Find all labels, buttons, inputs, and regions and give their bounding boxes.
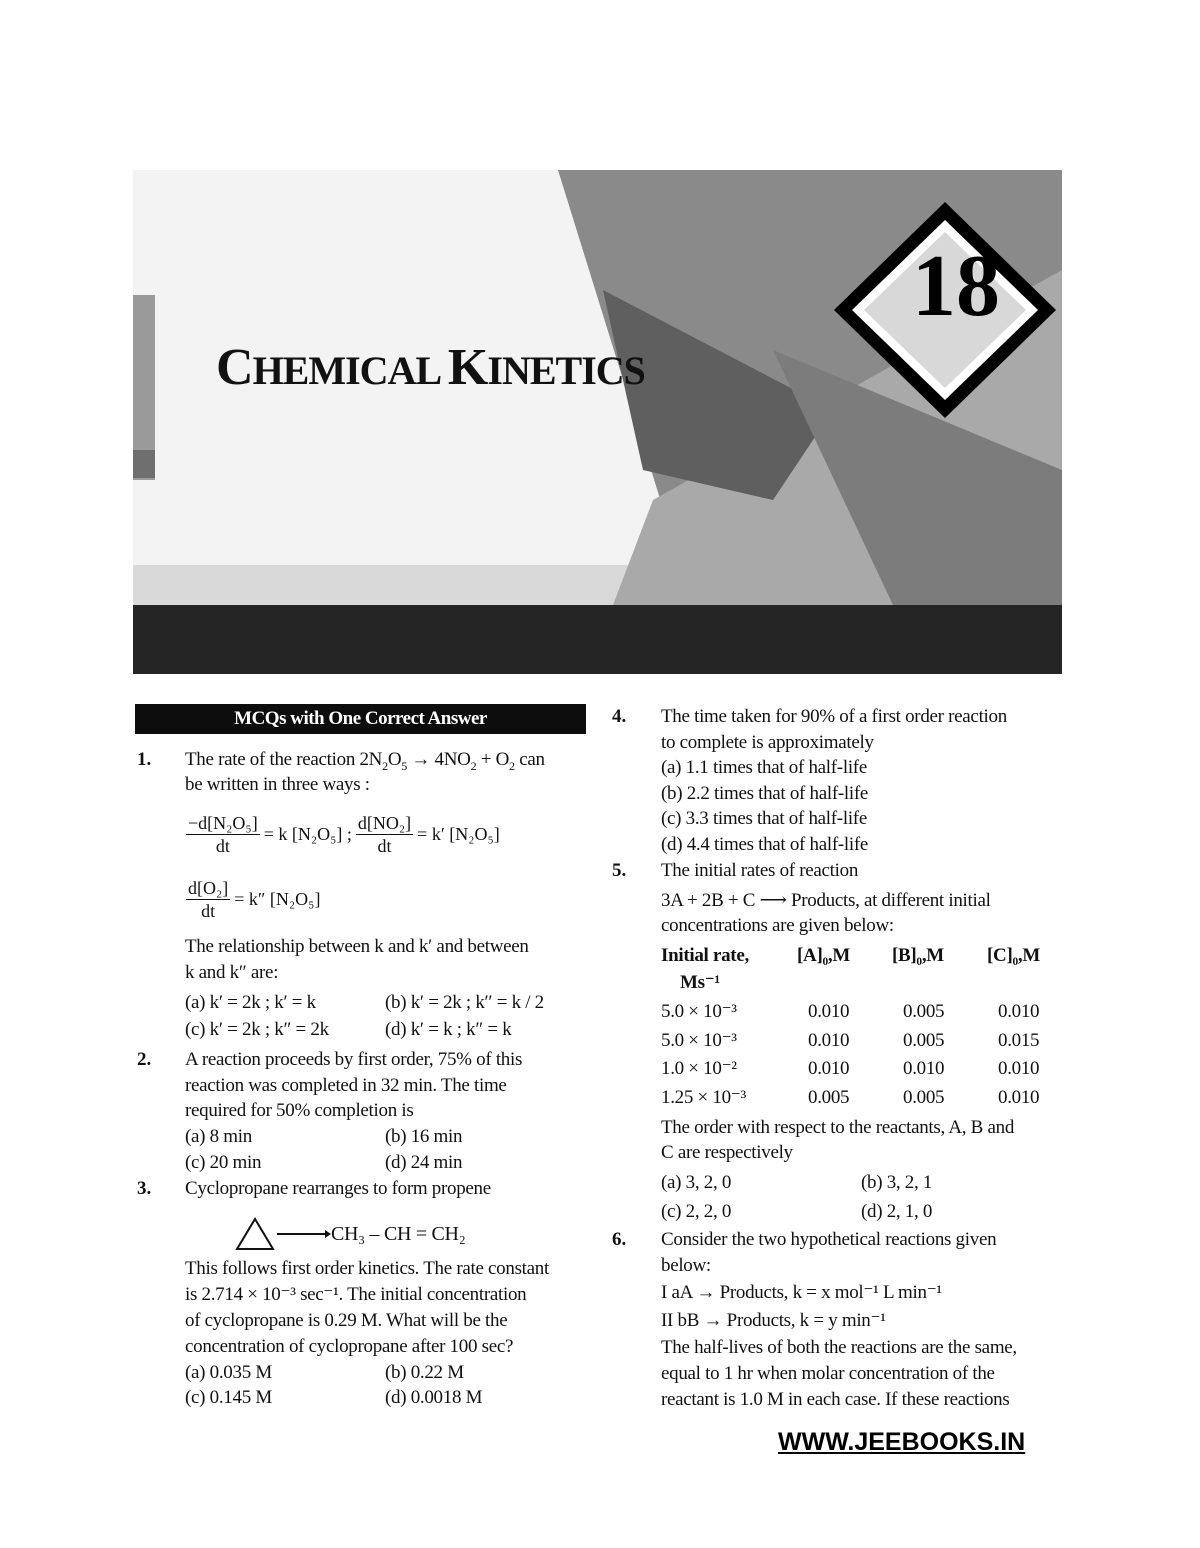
q2-option-a[interactable]: (a) 8 min [185,1126,252,1147]
q3-line3: is 2.714 × 10⁻³ sec⁻¹. The initial concentration [185,1284,527,1305]
q5-row-3-b: 0.010 [903,1058,945,1079]
q6-line5: reactant is 1.0 M in each case. If these reactions [661,1389,1010,1410]
q5-row-2-a: 0.010 [808,1030,850,1051]
q3-option-c[interactable]: (c) 0.145 M [185,1387,272,1408]
q3-line4: of cyclopropane is 0.29 M. What will be the [185,1310,508,1331]
q5-header-rate: Initial rate, [661,945,749,966]
q4-line2: to complete is approximately [661,732,874,753]
q5-option-a[interactable]: (a) 3, 2, 0 [661,1172,732,1193]
q2-line3: required for 50% completion is [185,1100,414,1121]
q3-option-d[interactable]: (d) 0.0018 M [385,1387,483,1408]
q5-row-3-c: 0.010 [998,1058,1040,1079]
q5-option-d[interactable]: (d) 2, 1, 0 [861,1201,933,1222]
chapter-title: CHEMICAL KINETICS [216,339,645,396]
q1-option-b[interactable]: (b) k′ = 2k ; k′′ = k / 2 [385,992,544,1013]
q4-option-c[interactable]: (c) 3.3 times that of half-life [661,808,867,829]
q6-line4: equal to 1 hr when molar concentration of the [661,1363,995,1384]
q1-relation-line2: k and k″ are: [185,962,279,983]
q5-row-4-c: 0.010 [998,1087,1040,1108]
q5-header-unit: Ms⁻¹ [680,972,720,993]
q5-line2: 3A + 2B + C ⟶ Products, at different initial [661,890,991,911]
q1-relation-line1: The relationship between k and k′ and between [185,936,529,957]
q6-line2: below: [661,1255,711,1276]
q1-number: 1. [137,749,152,770]
q6-line1: Consider the two hypothetical reactions given [661,1229,997,1250]
q3-line5: concentration of cyclopropane after 100 sec? [185,1336,514,1357]
q1-rate-equations [186,812,500,857]
q2-option-d[interactable]: (d) 24 min [385,1152,463,1173]
q5-row-4-b: 0.005 [903,1087,945,1108]
q3-number: 3. [137,1178,152,1199]
q5-number: 5. [612,860,627,881]
q5-header-a: [A]₀,M [797,945,850,966]
q1-fraction-3: $\frac{\text{d[O₂]}}{dt}$ [188,878,229,921]
q5-row-3-a: 0.010 [808,1058,850,1079]
q1-rhs-2: = k′ [N₂O₅] [417,824,500,844]
q1-option-d[interactable]: (d) k′ = k ; k″ = k [385,1019,512,1040]
q5-line1: The initial rates of reaction [661,860,859,881]
cyclopropane-triangle [237,1219,273,1249]
q5-option-b[interactable]: (b) 3, 2, 1 [861,1172,933,1193]
chapter-number: 18 [912,238,1000,335]
q6-reaction-1: I aA → Products, k = x mol⁻¹ L min⁻¹ [661,1282,942,1303]
q5-row-2-c: 0.015 [998,1030,1040,1051]
q4-option-b[interactable]: (b) 2.2 times that of half-life [661,783,869,804]
q5-row-4-a: 0.005 [808,1087,850,1108]
q2-number: 2. [137,1049,152,1070]
q1-fraction-1: $\frac{\text{−d[N₂O₅]}}{dt}$ [188,813,258,856]
q5-row-4-rate: 1.25 × 10⁻³ [661,1087,746,1108]
cyclopropane-arrow-diagram [233,1216,331,1252]
q5-option-c[interactable]: (c) 2, 2, 0 [661,1201,732,1222]
q6-number: 6. [612,1229,627,1250]
q5-row-2-rate: 5.0 × 10⁻³ [661,1030,737,1051]
q1-rate-equation-3 [186,877,320,922]
q4-option-a[interactable]: (a) 1.1 times that of half-life [661,757,867,778]
q4-line1: The time taken for 90% of a first order reaction [661,706,1007,727]
q2-option-b[interactable]: (b) 16 min [385,1126,463,1147]
q5-row-2-b: 0.005 [903,1030,945,1051]
q1-line2: be written in three ways : [185,774,370,795]
q1-rhs-1: = k [N₂O₅] ; [263,824,352,844]
q5-row-1-b: 0.005 [903,1001,945,1022]
q5-row-1-c: 0.010 [998,1001,1040,1022]
q2-line1: A reaction proceeds by first order, 75% of this [185,1049,523,1070]
q1-line1: The rate of the reaction $2N_2O_5 \to 4NO_2 + O_2$ can [185,749,545,773]
q5-header-c: [C]₀,M [987,945,1040,966]
footer-website-link[interactable]: WWW.JEEBOOKS.IN [778,1428,1026,1456]
q1-option-a[interactable]: (a) k′ = 2k ; k′ = k [185,992,316,1013]
q5-line5: C are respectively [661,1142,793,1163]
q5-row-1-rate: 5.0 × 10⁻³ [661,1001,737,1022]
q6-reaction-2: II bB → Products, k = y min⁻¹ [661,1310,886,1331]
q3-option-a[interactable]: (a) 0.035 M [185,1362,272,1383]
section-heading: MCQs with One Correct Answer [135,704,586,734]
q4-number: 4. [612,706,627,727]
q3-line1: Cyclopropane rearranges to form propene [185,1178,491,1199]
q1-option-c[interactable]: (c) k′ = 2k ; k″ = 2k [185,1019,329,1040]
q5-row-3-rate: 1.0 × 10⁻² [661,1058,737,1079]
q3-product: CH₃ – CH = CH₂ [331,1223,466,1245]
q5-line4: The order with respect to the reactants, A, B and [661,1117,1015,1138]
q5-header-b: [B]₀,M [892,945,944,966]
q1-fraction-2: $\frac{\text{d[NO₂]}}{dt}$ [357,813,412,856]
q5-row-1-a: 0.010 [808,1001,850,1022]
q6-line3: The half-lives of both the reactions are the same, [661,1337,1017,1358]
q3-line2: This follows first order kinetics. The rate constant [185,1258,549,1279]
q3-option-b[interactable]: (b) 0.22 M [385,1362,464,1383]
q4-option-d[interactable]: (d) 4.4 times that of half-life [661,834,869,855]
q2-line2: reaction was completed in 32 min. The time [185,1075,507,1096]
q2-option-c[interactable]: (c) 20 min [185,1152,262,1173]
q1-rhs-3: = k″ [N₂O₅] [234,889,321,909]
q5-line3: concentrations are given below: [661,915,894,936]
